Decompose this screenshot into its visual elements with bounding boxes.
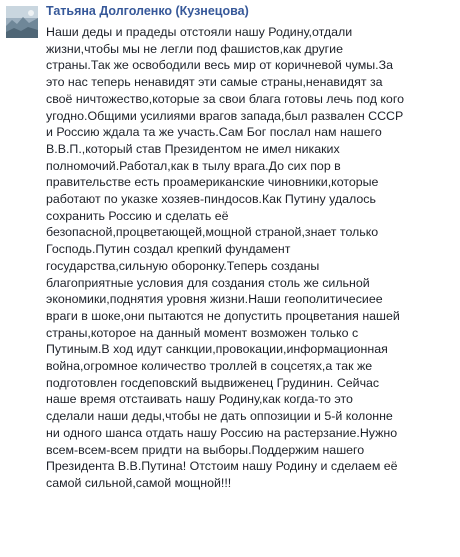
comment-line: Путиным.В ход идут санкции,провокации,информационная — [46, 342, 388, 357]
comment-line: подготовлен госдеповский выдвиженец Грудинин. Сейчас — [46, 375, 380, 390]
comment-line: своё ничтожество,которые за свои блага готовы лечь под кого — [46, 91, 404, 106]
comment-line: война,огромное количество троллей в соцсетях,а так же — [46, 359, 373, 374]
comment-line: жизни,чтобы мы не легли под фашистов,как другие — [46, 41, 343, 56]
comment-line: наше время отстаивать нашу Родину,как когда-то это — [46, 392, 353, 407]
comment-text — [46, 24, 456, 492]
comment-line: В.В.П.,который став Президентом не имел никаких — [46, 141, 340, 156]
comment-line: ни одного шанса отдать нашу Россию на растерзание.Нужно — [46, 425, 398, 440]
comment-line: правительстве есть проамериканские чиновники,которые — [46, 175, 379, 190]
comment-line: работают по указке хозяев-пиндосов.Как Путину удалось — [46, 192, 376, 207]
comment-line: экономики,поднятия уровня жизни.Наши геополитичесиее — [46, 292, 383, 307]
comment-line: полномочий.Работал,как в тылу врага.До сих пор в — [46, 158, 341, 173]
avatar[interactable] — [6, 6, 38, 38]
comment-line: благоприятные условия для создания столь же сильной — [46, 275, 370, 290]
comment-line: и Россию ждала та же участь.Сам Бог послал нам нашего — [46, 125, 382, 140]
comment-line: это нас теперь ненавидят эти самые страны,ненавидят за — [46, 75, 383, 90]
comment-line: Господь.Путин создал крепкий фундамент — [46, 242, 291, 257]
profile-photo-icon — [6, 6, 38, 38]
comment-line: угодно.Общими усилиями врагов запада,был развален СССР — [46, 108, 404, 123]
comment-author[interactable]: Татьяна Долголенко (Кузнецова) — [46, 4, 249, 18]
comment-line: государства,сильную оборонку.Теперь созданы — [46, 258, 320, 273]
comment-line: всем-всем-всем придти на выборы.Поддержим нашего — [46, 442, 365, 457]
comment-line: сделали наши деды,чтобы не дать оппозиции и 5-й колонне — [46, 409, 393, 424]
comment-line: враги в шоке,они пытаются не допустить процветания нашей — [46, 308, 400, 323]
comment-line: Президента В.В.Путина! Отстоим нашу Родину и сделаем её — [46, 459, 398, 474]
comment-line: страны.Так же освободили весь мир от коричневой чумы.За — [46, 58, 393, 73]
comment-line: страны,которое на данный момент возможен только с — [46, 325, 359, 340]
comment-line: сохранить Россию и сделать её — [46, 208, 229, 223]
comment-line: Наши деды и прадеды отстояли нашу Родину,отдали — [46, 25, 353, 39]
comment-line: безопасной,процветающей,мощной страной,знает только — [46, 225, 379, 240]
comment-line: самой сильной,самой мощной!!! — [46, 475, 232, 490]
